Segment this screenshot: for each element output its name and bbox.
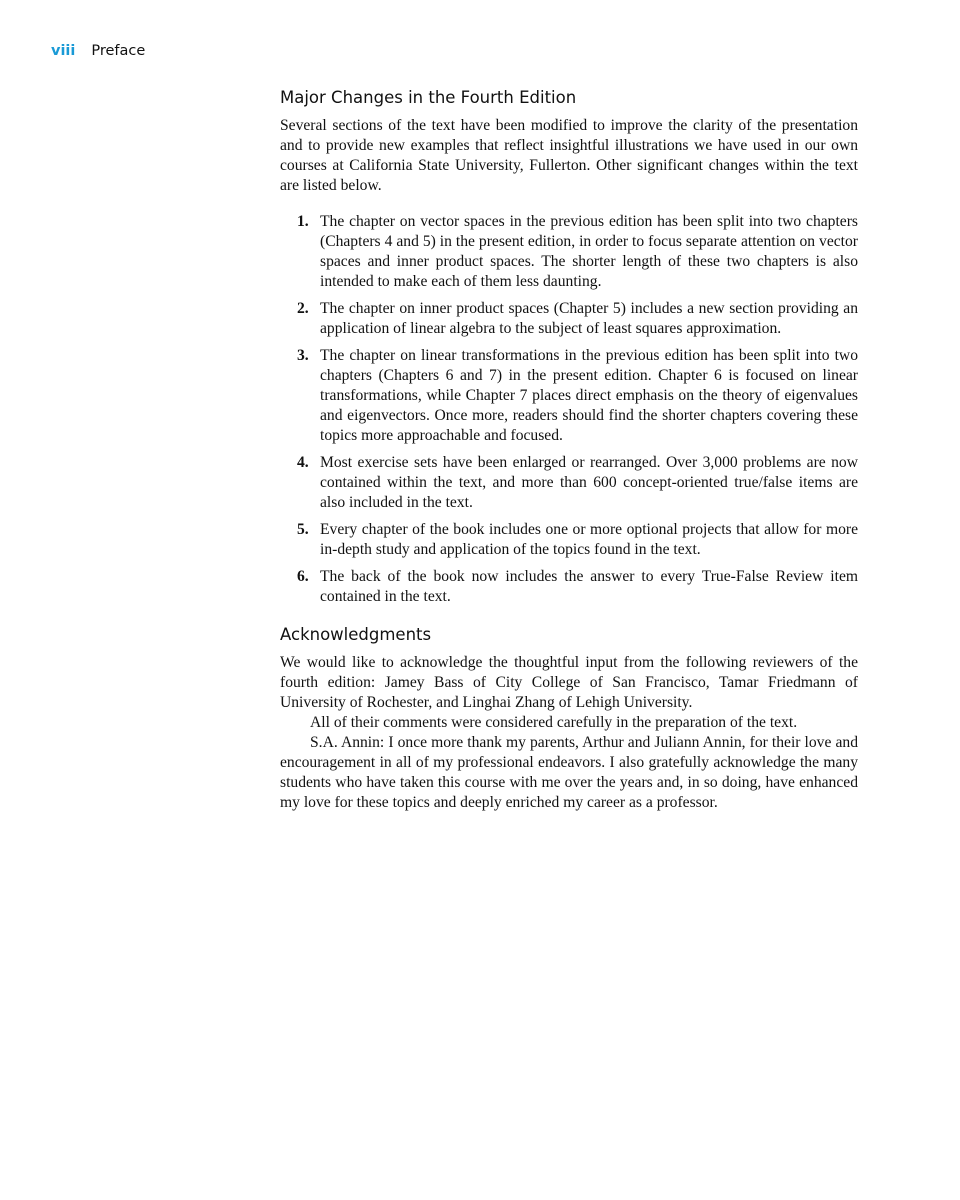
list-item: [280, 299, 858, 339]
ack-paragraph-personal: S.A. Annin: I once more thank my parents, Arthur and Juliann Annin, for their love and encouragement in all of my professional endeavors. I also gratefully acknowledge the many students who have taken this course with me over the years and, in so doing, have enhanced my love for these topics and deeply enriched my career as a professor.: [280, 734, 858, 811]
list-item-number: 3.: [297, 347, 309, 364]
ack-paragraph-reviewers: We would like to acknowledge the thoughtful input from the following reviewers of the fourth edition: Jamey Bass of City College of San Francisco, Tamar Friedmann of University of Rochester, and Linghai Zhang of Lehigh University.: [280, 654, 858, 711]
section-heading-major-changes: Major Changes in the Fourth Edition: [280, 88, 577, 107]
list-item-number: 6.: [297, 568, 309, 585]
list-item-text: Every chapter of the book includes one or more optional projects that allow for more in-depth study and application of the topics found in the text.: [320, 521, 858, 558]
list-item-number: 5.: [297, 521, 309, 538]
list-item: [280, 212, 858, 292]
list-item-text: The back of the book now includes the answer to every True-False Review item contained in the text.: [320, 568, 858, 605]
list-item: [280, 453, 858, 513]
list-item-number: 1.: [297, 213, 309, 230]
list-item-text: The chapter on inner product spaces (Chapter 5) includes a new section providing an application of linear algebra to the subject of least squares approximation.: [320, 300, 858, 337]
list-item: [280, 520, 858, 560]
list-item-number: 2.: [297, 300, 309, 317]
list-item-text: Most exercise sets have been enlarged or rearranged. Over 3,000 problems are now contained within the text, and more than 600 concept-oriented true/false items are also included in the text.: [320, 454, 858, 511]
page-number: viii: [51, 43, 76, 59]
major-changes-list: [280, 212, 858, 607]
list-item-text: The chapter on vector spaces in the previous edition has been split into two chapters (Chapters 4 and 5) in the present edition, in order to focus separate attention on vector spaces and inner product spaces. The shorter length of these two chapters is also intended to make each of them less daunting.: [320, 213, 858, 290]
running-head-title: Preface: [91, 43, 146, 59]
running-head: [51, 40, 145, 62]
major-changes-intro: Several sections of the text have been modified to improve the clarity of the presentation and to provide new examples that reflect insightful illustrations we have used in our own courses at California State University, Fullerton. Other significant changes within the text are listed below.: [280, 117, 858, 194]
list-item-text: The chapter on linear transformations in the previous edition has been split into two chapters (Chapters 6 and 7) in the present edition. Chapter 6 is focused on linear transformations, while Chapter 7 places direct emphasis on the theory of eigenvalues and eigenvectors. Once more, readers should find the shorter chapters covering these topics more approachable and focused.: [320, 347, 858, 444]
list-item-number: 4.: [297, 454, 309, 471]
list-item: [280, 346, 858, 446]
section-heading-acknowledgments: Acknowledgments: [280, 625, 432, 644]
page-content: [280, 86, 858, 813]
list-item: [280, 567, 858, 607]
ack-paragraph-comments: All of their comments were considered carefully in the preparation of the text.: [310, 714, 798, 731]
